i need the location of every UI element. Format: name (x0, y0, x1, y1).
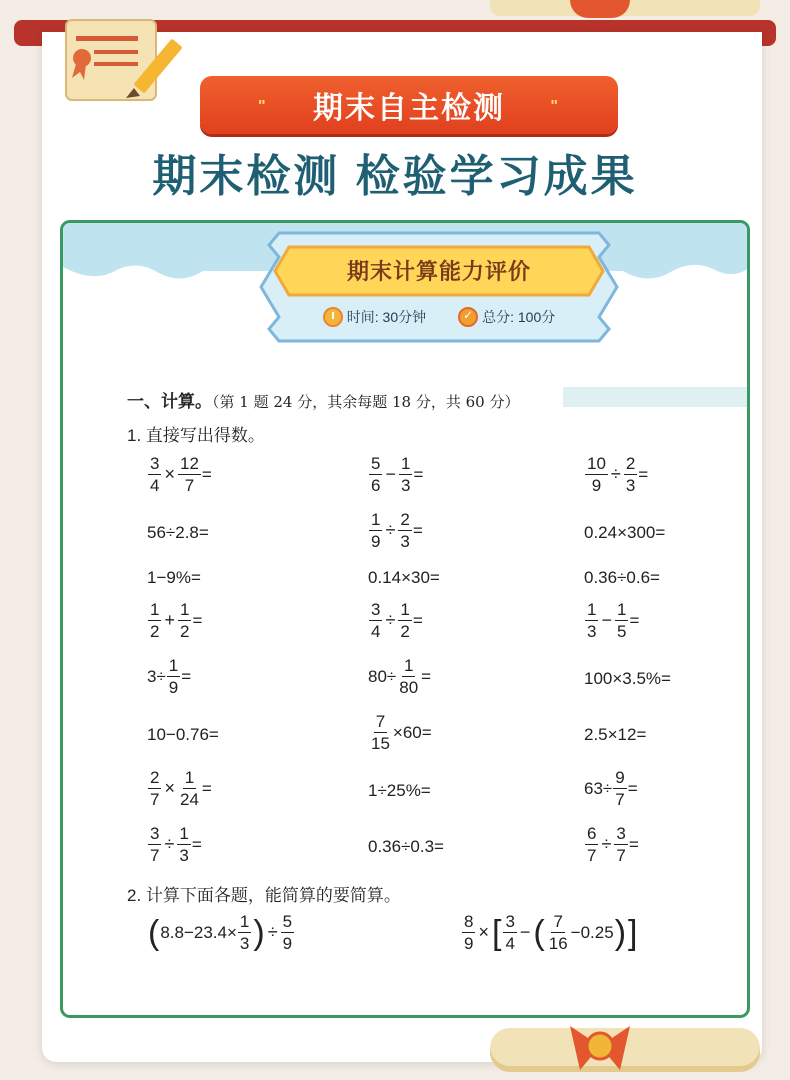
problem-r5c3: 100×3.5%= (584, 669, 671, 688)
problem-r8c2: 0.36÷0.3= (368, 837, 444, 856)
problem-r2c1: 56÷2.8= (147, 523, 209, 542)
title-banner (200, 76, 618, 134)
problem-r7c3: 63÷ $\frac{9}{7}$ = (584, 768, 638, 809)
expression-2: $\frac{8}{9}$ × [ $\frac{3}{4}$ − ( $\frac{7}{16}$ −0.25 ) ] (464, 912, 638, 953)
problem-r5c1: 3÷ $\frac{1}{9}$ = (147, 656, 192, 697)
top-ribbon-decoration (570, 0, 630, 18)
section-1-note: （第 1 题 24 分，其余每题 18 分，共 60 分） (212, 393, 520, 411)
problem-r7c1: $\frac{2}{7}$ × $\frac{1}{24}$ = (150, 768, 212, 809)
score-label: 总分: 100分 (482, 309, 556, 325)
time-info (323, 307, 426, 327)
banner-quote-left: " (258, 98, 268, 115)
expression-1: ( 8.8−23.4× $\frac{1}{3}$ ) ÷ $\frac{5}{9}$ (148, 912, 293, 953)
plaque-info (259, 307, 619, 327)
banner-quote-right: " (550, 98, 560, 115)
problem-r8c1: $\frac{3}{7}$ ÷ $\frac{1}{3}$ = (150, 824, 202, 865)
problem-r1c2: $\frac{5}{6}$ − $\frac{1}{3}$ = (371, 454, 424, 495)
problem-r1c3: $\frac{10}{9}$ ÷ $\frac{2}{3}$ = (587, 454, 649, 495)
problem-r7c2: 1÷25%= (368, 781, 431, 800)
stopwatch-icon (323, 307, 343, 327)
problem-r4c1: $\frac{1}{2}$ + $\frac{1}{2}$ = (150, 600, 203, 641)
certificate-pencil-icon (56, 6, 206, 116)
score-info (458, 307, 555, 327)
exam-card (60, 220, 750, 1018)
title-plaque (259, 225, 619, 349)
banner-title: 期末自主检测 (313, 92, 505, 125)
problem-r6c2: $\frac{7}{15}$ ×60= (371, 712, 432, 753)
plaque-title: 期末计算能力评价 (346, 259, 531, 284)
section-1-heading (127, 387, 519, 412)
ribbon-seal-icon (560, 1016, 640, 1080)
question-1-label: 1. 直接写出得数。 (127, 426, 265, 445)
medal-icon (458, 307, 478, 327)
problem-r6c1: 10−0.76= (147, 725, 219, 744)
problem-r4c3: $\frac{1}{3}$ − $\frac{1}{5}$ = (587, 600, 640, 641)
time-label: 时间: 30分钟 (346, 309, 427, 325)
problem-r2c3: 0.24×300= (584, 523, 666, 542)
problem-r4c2: $\frac{3}{4}$ ÷ $\frac{1}{2}$ = (371, 600, 423, 641)
problem-r6c3: 2.5×12= (584, 725, 647, 744)
problem-r2c2: $\frac{1}{9}$ ÷ $\frac{2}{3}$ = (371, 510, 423, 551)
problem-r3c3: 0.36÷0.6= (584, 568, 660, 587)
problem-r1c1: $\frac{3}{4}$ × $\frac{12}{7}$ = (150, 454, 212, 495)
section-1-label: 一、计算。 (127, 392, 212, 411)
problem-r5c2: 80÷ $\frac{1}{80}$ = (368, 656, 432, 697)
problem-r8c3: $\frac{6}{7}$ ÷ $\frac{3}{7}$ = (587, 824, 639, 865)
section-highlight-bar (563, 387, 750, 407)
question-2-label: 2. 计算下面各题，能简算的要简算。 (127, 886, 401, 905)
page-headline: 期末检测 检验学习成果 (152, 152, 638, 201)
problem-r3c2: 0.14×30= (368, 568, 440, 587)
problem-r3c1: 1−9%= (147, 568, 201, 587)
